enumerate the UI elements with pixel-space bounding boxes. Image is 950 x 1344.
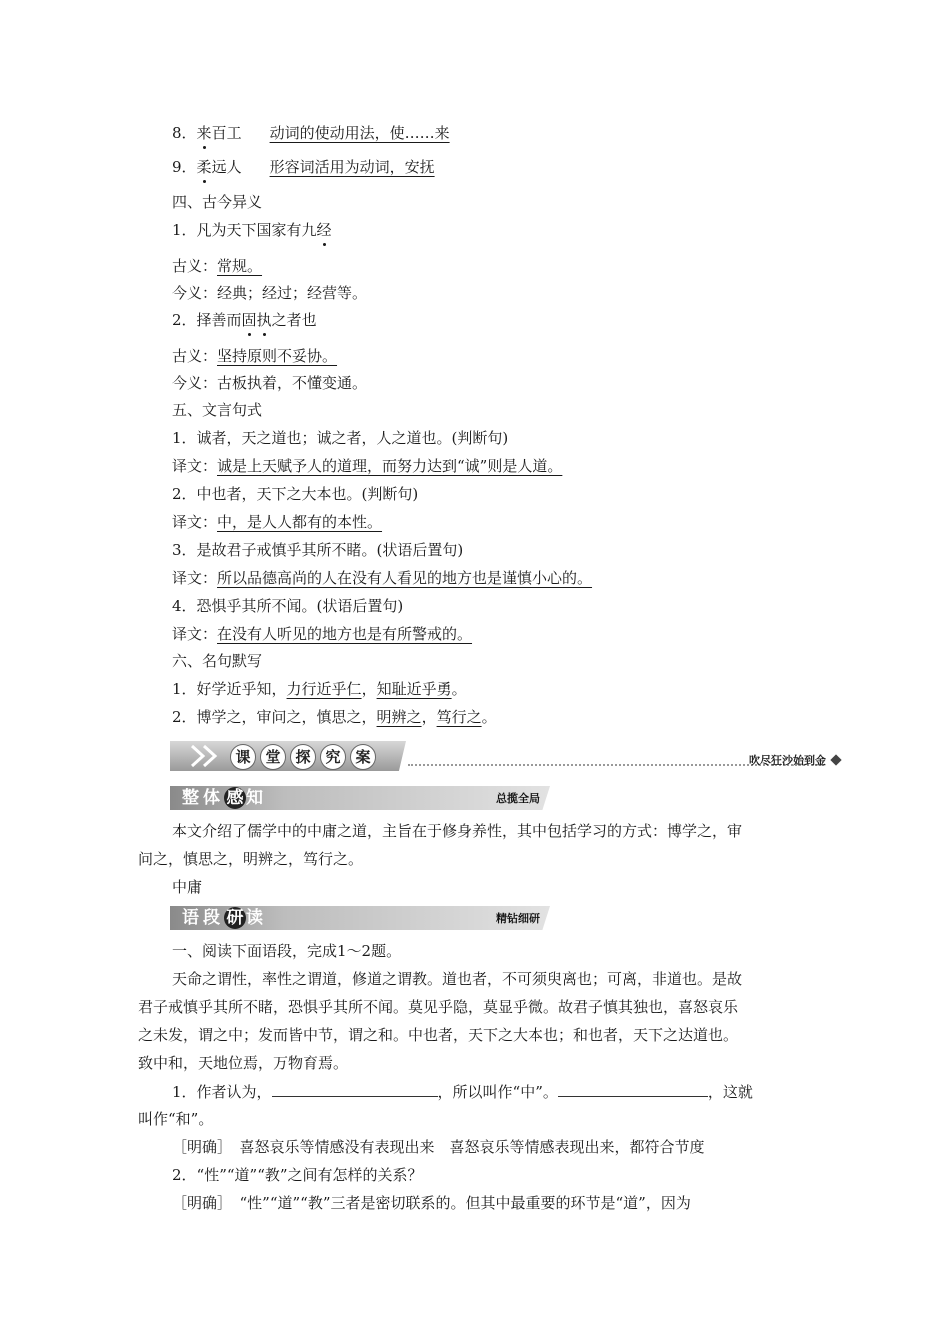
reading-header bbox=[170, 906, 550, 932]
banner-char: 课 bbox=[230, 744, 256, 770]
item-5-1-translation: 译文：诚是上天赋予人的道理，而努力达到“诚”则是人道。 bbox=[172, 457, 563, 475]
item-6-2: 2．博学之，审问之，慎思之，明辨之，笃行之。 bbox=[172, 708, 497, 726]
passage-line: 致中和，天地位焉，万物育焉。 bbox=[138, 1054, 349, 1072]
overview-tag: 总揽全局 bbox=[496, 792, 540, 805]
overview-topic: 中庸 bbox=[172, 878, 203, 896]
reading-intro: 一、阅读下面语段，完成1～2题。 bbox=[172, 942, 402, 960]
banner-char: 堂 bbox=[260, 744, 286, 770]
question-1: 1．作者认为， ，所以叫作“中”。 ，这就 bbox=[172, 1080, 753, 1103]
banner-char: 探 bbox=[290, 744, 316, 770]
passage-line: 天命之谓性，率性之谓道，修道之谓教。道也者，不可须臾离也；可离，非道也。是故 bbox=[172, 970, 743, 988]
item-5-3-translation: 译文：所以品德高尚的人在没有人看见的地方也是谨慎小心的。 bbox=[172, 569, 593, 587]
item-4-2-new: 今义：古板执着，不懂变通。 bbox=[172, 374, 368, 392]
word-rou-yuan-ren: 柔远人 bbox=[196, 158, 242, 176]
overview-paragraph-line: 问之，慎思之，明辨之，笃行之。 bbox=[138, 850, 364, 868]
passage-line: 君子戒慎乎其所不睹，恐惧乎其所不闻。莫见乎隐，莫显乎微。故君子慎其独也，喜怒哀乐 bbox=[138, 998, 739, 1016]
classroom-inquiry-banner bbox=[170, 741, 842, 773]
banner-title bbox=[230, 744, 376, 770]
banner-char: 究 bbox=[320, 744, 346, 770]
item-6-1: 1．好学近乎知，力行近乎仁，知耻近乎勇。 bbox=[172, 680, 467, 698]
item-5-4: 4．恐惧乎其所不闻。(状语后置句) bbox=[172, 597, 404, 615]
item-5-1: 1．诚者，天之道也；诚之者，人之道也。(判断句) bbox=[172, 429, 509, 447]
item-4-1: 1．凡为天下国家有九经 bbox=[172, 221, 332, 239]
item-4-2-old: 古义：坚持原则不妥协。 bbox=[172, 347, 338, 365]
question-2: 2．“性”“道”“教”之间有怎样的关系？ bbox=[172, 1166, 423, 1184]
item-8: 8．来百工 动词的使动用法，使……来 bbox=[172, 124, 450, 142]
reading-title: 语段 研 读 bbox=[182, 908, 267, 928]
item-9: 9．柔远人 形容词活用为动词，安抚 bbox=[172, 158, 435, 176]
section-5-heading: 五、文言句式 bbox=[172, 401, 263, 419]
overview-header bbox=[170, 786, 550, 812]
item-4-1-new: 今义：经典；经过；经营等。 bbox=[172, 284, 368, 302]
reading-tag: 精钻细研 bbox=[496, 912, 540, 925]
question-1-cont: 叫作“和”。 bbox=[138, 1110, 214, 1128]
item-5-2-translation: 译文：中，是人人都有的本性。 bbox=[172, 513, 383, 531]
item-5-2: 2．中也者，天下之大本也。(判断句) bbox=[172, 485, 419, 503]
item-5-3: 3．是故君子戒慎乎其所不睹。(状语后置句) bbox=[172, 541, 464, 559]
overview-title: 整体 感 知 bbox=[182, 788, 267, 808]
word-lai-bai-gong: 来百工 bbox=[196, 124, 242, 142]
section-4-heading: 四、古今异义 bbox=[172, 193, 263, 211]
banner-slogan: 吹尽狂沙始到金 bbox=[749, 754, 826, 767]
answer-8: 动词的使动用法，使……来 bbox=[269, 124, 450, 142]
section-6-heading: 六、名句默写 bbox=[172, 652, 263, 670]
answer-blank[interactable] bbox=[272, 1080, 438, 1097]
diamond-icon bbox=[830, 754, 841, 765]
chevron-right-icon bbox=[202, 744, 218, 768]
overview-paragraph-line: 本文介绍了儒学中的中庸之道，主旨在于修身养性，其中包括学习的方式：博学之，审 bbox=[172, 822, 743, 840]
answer-blank[interactable] bbox=[558, 1080, 708, 1097]
banner-char: 案 bbox=[350, 744, 376, 770]
item-4-2: 2．择善而固执之者也 bbox=[172, 311, 317, 329]
item-4-1-old: 古义：常规。 bbox=[172, 257, 263, 275]
item-5-4-translation: 译文：在没有人听见的地方也是有所警戒的。 bbox=[172, 625, 473, 643]
answer-2: ［明确］ “性”“道”“教”三者是密切联系的。但其中最重要的环节是“道”，因为 bbox=[172, 1194, 691, 1212]
answer-1: ［明确］ 喜怒哀乐等情感没有表现出来 喜怒哀乐等情感表现出来，都符合节度 bbox=[172, 1138, 705, 1156]
answer-9: 形容词活用为动词，安抚 bbox=[269, 158, 435, 176]
passage-line: 之未发，谓之中；发而皆中节，谓之和。中也者，天下之大本也；和也者，天下之达道也。 bbox=[138, 1026, 739, 1044]
